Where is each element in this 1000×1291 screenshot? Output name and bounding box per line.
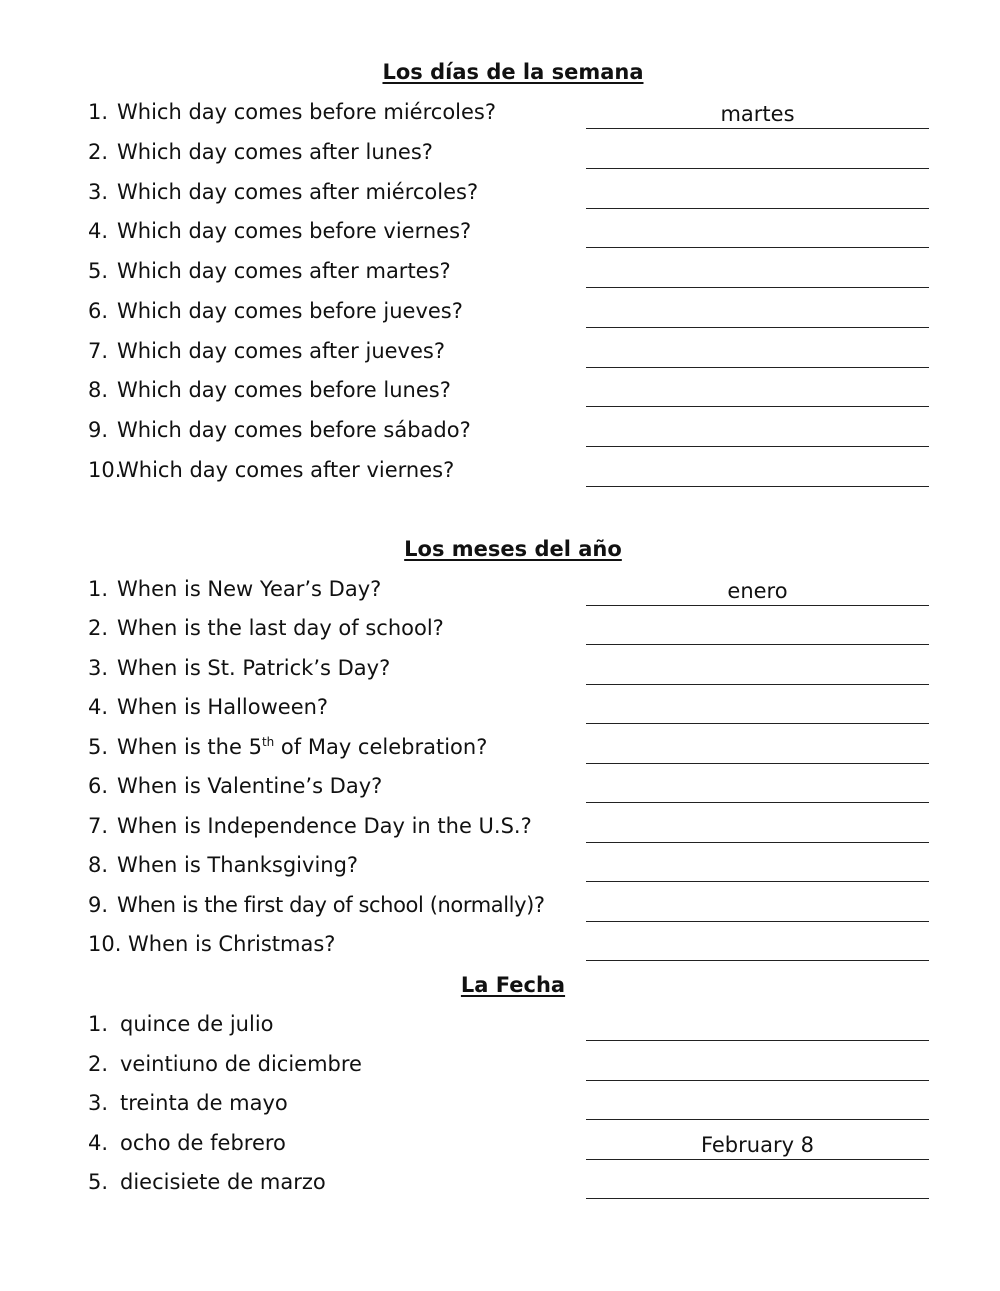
question-text: Which day comes before jueves? bbox=[117, 299, 463, 323]
answer-line bbox=[586, 418, 929, 447]
question-text-part: When is the 5 bbox=[117, 735, 262, 759]
answer-line bbox=[586, 299, 929, 328]
question-row bbox=[88, 458, 929, 488]
answer-line bbox=[586, 140, 929, 169]
question-number: 3. bbox=[88, 656, 109, 680]
answer-line bbox=[586, 100, 929, 129]
answer-line bbox=[586, 656, 929, 685]
answer-input[interactable] bbox=[586, 577, 929, 605]
question-row bbox=[88, 1170, 929, 1200]
question-number: 2. bbox=[88, 616, 109, 640]
answer-input[interactable] bbox=[586, 140, 929, 168]
question-row bbox=[88, 932, 929, 962]
question-text: Which day comes before sábado? bbox=[117, 418, 471, 442]
answer-input[interactable] bbox=[586, 458, 929, 486]
answer-input[interactable] bbox=[586, 1012, 929, 1040]
question-row bbox=[88, 1131, 929, 1161]
answer-line bbox=[586, 378, 929, 407]
answer-line bbox=[586, 180, 929, 209]
answer-input[interactable] bbox=[586, 418, 929, 446]
ordinal-suffix: th bbox=[261, 735, 275, 749]
question-row bbox=[88, 853, 929, 883]
question-number: 5. bbox=[88, 735, 109, 759]
answer-input[interactable] bbox=[586, 1091, 929, 1119]
answer-line bbox=[586, 1170, 929, 1199]
question-row bbox=[88, 1012, 929, 1042]
question-text: Which day comes before miércoles? bbox=[117, 100, 497, 124]
answer-line bbox=[586, 932, 929, 961]
answer-input[interactable] bbox=[586, 339, 929, 367]
question-number: 7. bbox=[88, 339, 109, 363]
answer-line bbox=[586, 259, 929, 288]
question-text: When is St. Patrick’s Day? bbox=[117, 656, 391, 680]
answer-line bbox=[586, 1091, 929, 1120]
answer-line bbox=[586, 1012, 929, 1041]
answer-input[interactable] bbox=[586, 695, 929, 723]
question-row bbox=[88, 774, 929, 804]
question-text: quince de julio bbox=[120, 1012, 274, 1036]
question-row bbox=[88, 577, 929, 607]
answer-input[interactable] bbox=[586, 656, 929, 684]
answer-line bbox=[586, 1052, 929, 1081]
section-title-dates: La Fecha bbox=[460, 973, 566, 997]
question-number: 9. bbox=[88, 418, 109, 442]
answer-input[interactable] bbox=[586, 853, 929, 881]
answer-input[interactable] bbox=[586, 774, 929, 802]
question-text: When is Thanksgiving? bbox=[117, 853, 359, 877]
question-text bbox=[117, 735, 487, 759]
question-text: When is Christmas? bbox=[128, 932, 336, 956]
answer-line bbox=[586, 853, 929, 882]
answer-line bbox=[586, 339, 929, 368]
question-row bbox=[88, 219, 929, 249]
question-row bbox=[88, 140, 929, 170]
section-title-months: Los meses del año bbox=[404, 537, 622, 561]
question-row bbox=[88, 418, 929, 448]
question-text: When is the first day of school (normally)? bbox=[117, 893, 545, 917]
question-number: 8. bbox=[88, 853, 109, 877]
section-title-days: Los días de la semana bbox=[382, 60, 644, 84]
question-text: ocho de febrero bbox=[120, 1131, 286, 1155]
question-number: 10. bbox=[88, 932, 122, 956]
question-number: 5. bbox=[88, 259, 109, 283]
answer-input[interactable] bbox=[586, 1170, 929, 1198]
question-number: 4. bbox=[88, 695, 109, 719]
question-text-part: of May celebration? bbox=[274, 735, 488, 759]
question-text: When is Independence Day in the U.S.? bbox=[117, 814, 532, 838]
question-number: 1. bbox=[88, 100, 109, 124]
question-number: 7. bbox=[88, 814, 109, 838]
answer-input[interactable] bbox=[586, 932, 929, 960]
question-number: 6. bbox=[88, 774, 109, 798]
question-row bbox=[88, 1091, 929, 1121]
answer-input[interactable] bbox=[586, 1131, 929, 1159]
question-row bbox=[88, 656, 929, 686]
answer-input[interactable] bbox=[586, 616, 929, 644]
answer-line bbox=[586, 695, 929, 724]
question-number: 8. bbox=[88, 378, 109, 402]
answer-line bbox=[586, 458, 929, 487]
question-number: 5. bbox=[88, 1170, 109, 1194]
question-text: Which day comes before lunes? bbox=[117, 378, 451, 402]
answer-input[interactable] bbox=[586, 814, 929, 842]
answer-line bbox=[586, 616, 929, 645]
answer-line bbox=[586, 1131, 929, 1160]
question-row bbox=[88, 378, 929, 408]
question-text: Which day comes after jueves? bbox=[117, 339, 445, 363]
answer-input[interactable] bbox=[586, 299, 929, 327]
question-number: 2. bbox=[88, 1052, 109, 1076]
question-number: 3. bbox=[88, 1091, 109, 1115]
question-text: When is Halloween? bbox=[117, 695, 329, 719]
question-number: 1. bbox=[88, 1012, 109, 1036]
question-text: diecisiete de marzo bbox=[120, 1170, 326, 1194]
question-text: When is New Year’s Day? bbox=[117, 577, 382, 601]
answer-line bbox=[586, 893, 929, 922]
question-text: Which day comes after lunes? bbox=[117, 140, 433, 164]
answer-line bbox=[586, 219, 929, 248]
question-text: Which day comes after miércoles? bbox=[117, 180, 479, 204]
question-row bbox=[88, 695, 929, 725]
question-text: Which day comes after martes? bbox=[117, 259, 451, 283]
question-row bbox=[88, 299, 929, 329]
question-text: veintiuno de diciembre bbox=[120, 1052, 362, 1076]
question-number: 6. bbox=[88, 299, 109, 323]
question-number: 1. bbox=[88, 577, 109, 601]
question-text: Which day comes before viernes? bbox=[117, 219, 472, 243]
answer-input[interactable] bbox=[586, 180, 929, 208]
answer-line bbox=[586, 735, 929, 764]
question-text: Which day comes after viernes? bbox=[118, 458, 455, 482]
question-row bbox=[88, 616, 929, 646]
question-row bbox=[88, 735, 929, 765]
question-row bbox=[88, 1052, 929, 1082]
question-number: 10. bbox=[88, 458, 122, 482]
answer-input[interactable] bbox=[586, 893, 929, 921]
question-row bbox=[88, 100, 929, 130]
answer-input[interactable] bbox=[586, 735, 929, 763]
question-text: treinta de mayo bbox=[120, 1091, 288, 1115]
question-text: When is Valentine’s Day? bbox=[117, 774, 383, 798]
answer-line bbox=[586, 774, 929, 803]
question-row bbox=[88, 180, 929, 210]
answer-input[interactable] bbox=[586, 378, 929, 406]
question-row bbox=[88, 814, 929, 844]
question-row bbox=[88, 259, 929, 289]
question-number: 3. bbox=[88, 180, 109, 204]
question-number: 2. bbox=[88, 140, 109, 164]
question-number: 4. bbox=[88, 219, 109, 243]
question-row bbox=[88, 893, 929, 923]
question-text: When is the last day of school? bbox=[117, 616, 444, 640]
answer-input[interactable] bbox=[586, 259, 929, 287]
answer-line bbox=[586, 814, 929, 843]
answer-input[interactable] bbox=[586, 1052, 929, 1080]
answer-input[interactable] bbox=[586, 100, 929, 128]
question-number: 4. bbox=[88, 1131, 109, 1155]
answer-line bbox=[586, 577, 929, 606]
question-number: 9. bbox=[88, 893, 109, 917]
question-row bbox=[88, 339, 929, 369]
answer-input[interactable] bbox=[586, 219, 929, 247]
